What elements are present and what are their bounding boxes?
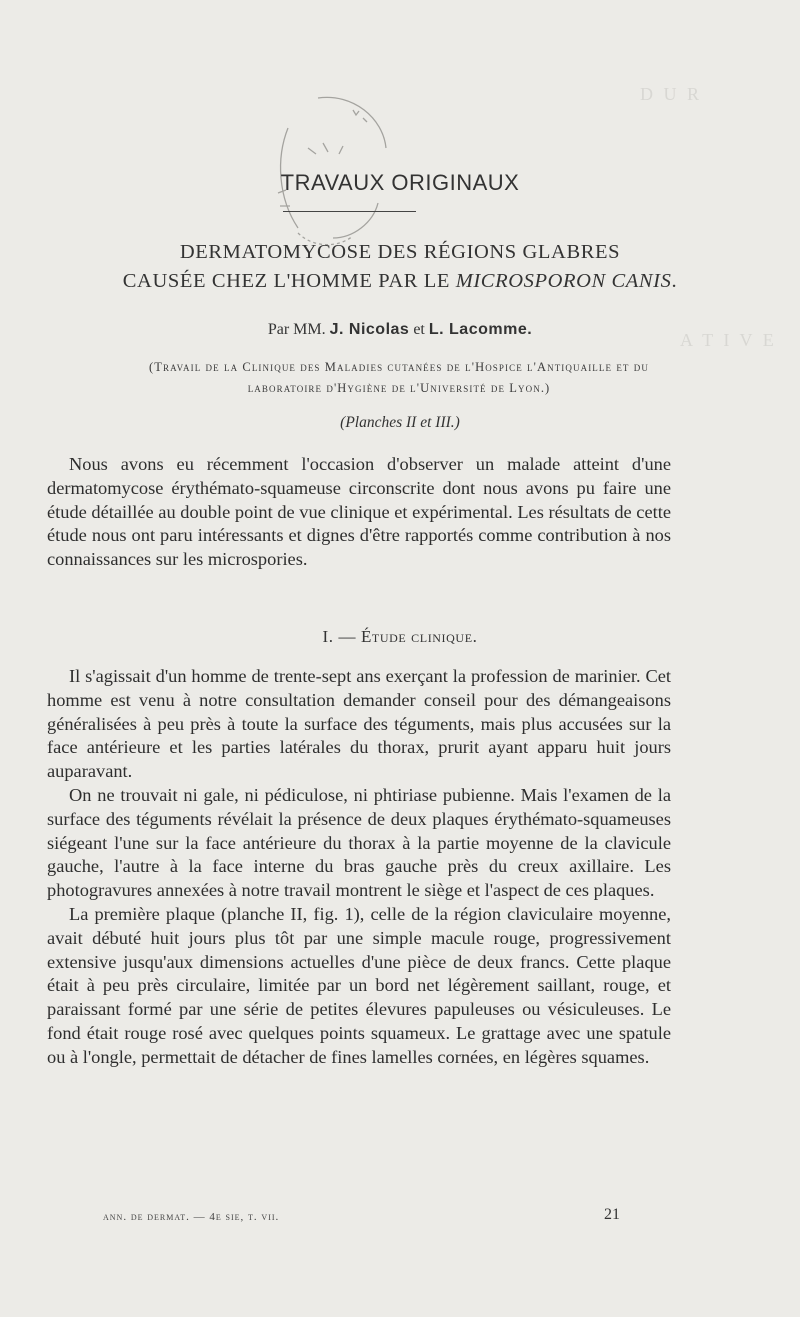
- authors-conjunction: et: [413, 321, 425, 338]
- section-heading: TRAVAUX ORIGINAUX: [280, 170, 520, 195]
- article-title-line-1: DERMATOMYCOSE DES RÉGIONS GLABRES: [179, 241, 621, 263]
- paragraph: Nous avons eu récemment l'occasion d'observer un malade atteint d'une dermatomycose érythémato-squameuse circonscrite dont nous avons pu faire une étude détaillée au double point de vue clinique et expérimental. Les résultats de cette étude nous ont paru intéressants et dignes d'être rapportés comme contribution à nos connaissances sur les microspories.: [47, 454, 672, 570]
- title-period: .: [671, 270, 678, 292]
- chapter-title: Étude clinique.: [360, 627, 478, 646]
- show-through-text: D U R: [640, 84, 703, 104]
- author-name: L. Lacomme.: [428, 321, 533, 338]
- show-through-text: A T I V E: [680, 330, 777, 350]
- intro-paragraph: [47, 453, 671, 572]
- chapter-number: I. —: [322, 627, 357, 646]
- paragraph: La première plaque (planche II, fig. 1), celle de la région claviculaire moyenne, avait débuté huit jours plus tôt par une simple macule rouge, progressivement extensive jusqu'aux dimensions actuelles d'une pièce de deux francs. Cette plaque était à peu près circulaire, limitée par un bord net légèrement saillant, rouge, et paraissant formé par une série de petites élevures papuleuses ou vésiculeuses. Le fond était rouge rosé avec quelques points squameux. Le grattage avec une spatule ou à l'ongle, permettait de détacher de fines lamelles cornées, en légères squames.: [47, 903, 671, 1067]
- chapter-heading: [0, 627, 800, 647]
- heading-rule: [283, 211, 416, 212]
- running-footer: ann. de dermat. — 4e sie, t. vii.: [103, 1211, 280, 1223]
- article-title-line-2: [60, 270, 740, 293]
- body-text: [47, 665, 671, 1070]
- title-species-name: MICROSPORON CANIS: [455, 270, 672, 292]
- affiliation-line-2: laboratoire d'Hygiène de l'Université de Lyon.): [247, 381, 551, 395]
- title-text: CAUSÉE CHEZ L'HOMME PAR LE: [122, 270, 456, 292]
- plates-reference: (Planches II et III.): [340, 414, 460, 431]
- author-name: J. Nicolas: [329, 321, 410, 338]
- paragraph: Il s'agissait d'un homme de trente-sept ans exerçant la profession de marinier. Cet homme est venu à notre consultation demander conseil pour des démangeaisons généralisées à peu près à toute la surface des téguments, mais plus accusées sur la face antérieure et les parties latérales du thorax, prurit ayant apparu huit jours auparavant.: [47, 666, 671, 782]
- paragraph: On ne trouvait ni gale, ni pédiculose, ni phtiriase pubienne. Mais l'examen de la surface des téguments révélait la présence de deux plaques érythémato-squameuses siégeant l'une sur la face antérieure du thorax à la partie moyenne de la clavicule gauche, l'autre à la face interne du bras gauche près du creux axillaire. Les photogravures annexées à notre travail montrent le siège et l'aspect de ces plaques.: [47, 784, 671, 901]
- page-number: 21: [604, 1206, 620, 1223]
- authors-line: [0, 321, 800, 339]
- affiliation-line-1: (Travail de la Clinique des Maladies cutanées de l'Hospice l'Antiquaille et du: [149, 360, 649, 374]
- authors-prefix: Par MM.: [267, 321, 326, 338]
